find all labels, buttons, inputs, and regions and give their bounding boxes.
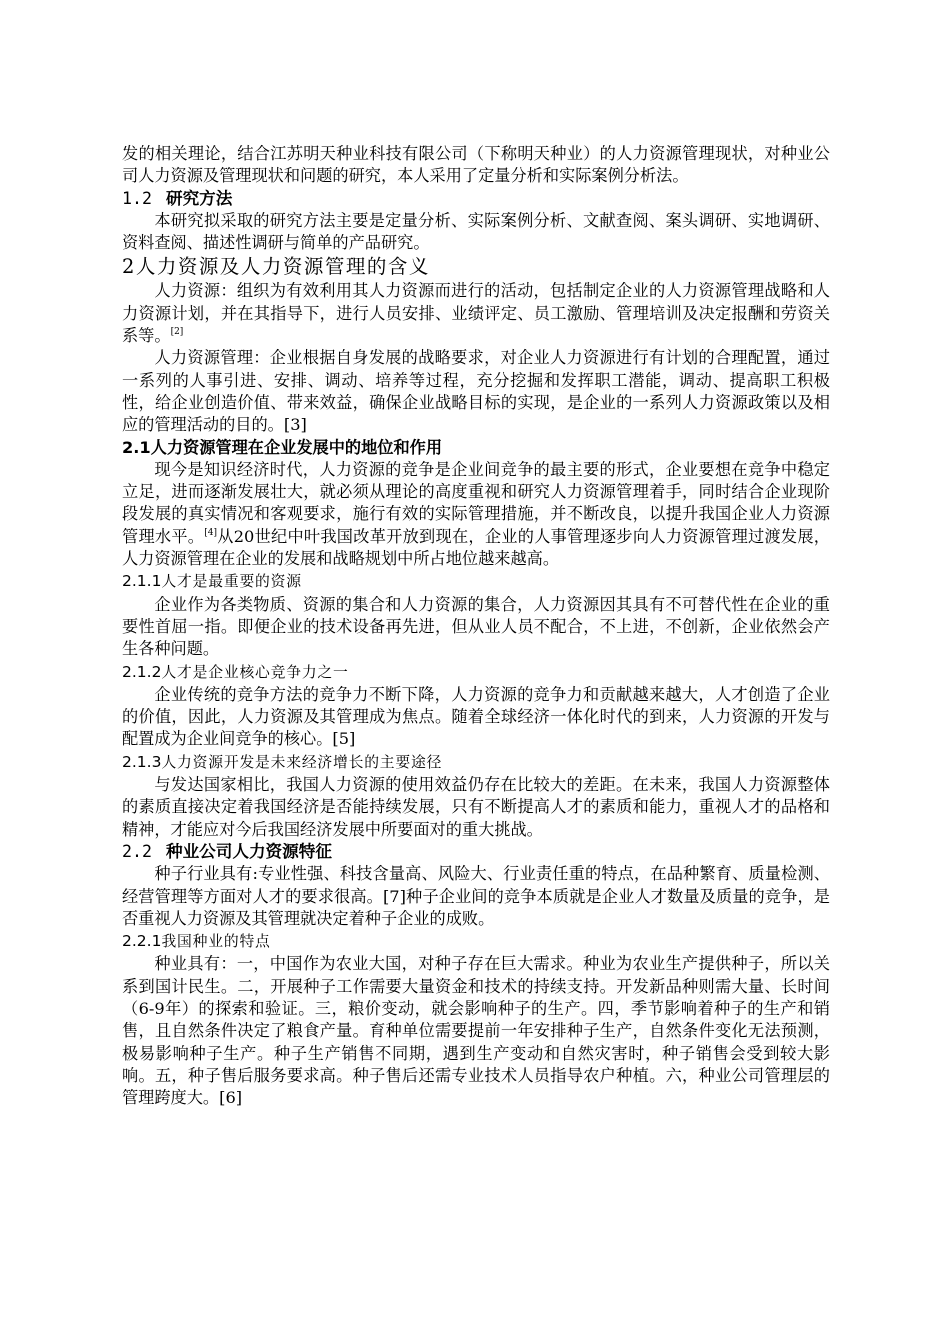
section-heading-2-2-1: 2.2.1我国种业的特点 (122, 932, 271, 951)
section-heading-2-2 (122, 841, 830, 863)
section-number: 2.2 (122, 841, 152, 861)
paragraph-research-methods: 本研究拟采取的研究方法主要是定量分析、实际案例分析、文献查阅、案头调研、实地调研、资料查阅、描述性调研与简单的产品研究。 (122, 210, 830, 253)
paragraph-talent-resource: 企业作为各类物质、资源的集合和人力资源的集合，人力资源因其具有不可替代性在企业的重要性首屈一指。即便企业的技术设备再先进，但从业人员不配合，不上进，不创新，企业依然会产生各种问题。 (122, 594, 830, 659)
paragraph-seed-industry-traits: 种子行业具有:专业性强、科技含量高、风险大、行业责任重的特点，在品种繁育、质量检测、经营管理等方面对人才的要求很高。[7]种子企业间的竞争本质就是企业人才数量及质量的竞争，是否重视人力资源及其管理就决定着种子企业的成败。 (122, 864, 830, 928)
section-heading-1-2 (122, 188, 830, 210)
section-title: 研究方法 (165, 188, 233, 208)
paragraph-hr-definition: 人力资源：组织为有效利用其人力资源而进行的活动，包括制定企业的人力资源管理战略和人力资源计划，并在其指导下，进行人员安排、业绩评定、员工激励、管理培训及决定报酬和劳资关系等。[2] (122, 281, 830, 346)
section-heading-2-1: 2.1人力资源管理在企业发展中的地位和作用 (122, 437, 443, 457)
paragraph-intro-continued: 发的相关理论，结合江苏明天种业科技有限公司（下称明天种业）的人力资源管理现状，对种业公司人力资源及管理现状和问题的研究，本人采用了定量分析和实际案例分析法。 (122, 144, 830, 186)
section-heading-2-1-1: 2.1.1人才是最重要的资源 (122, 572, 302, 591)
section-title: 种业公司人力资源特征 (165, 841, 332, 861)
chapter-heading-2: 2人力资源及人力资源管理的含义 (122, 255, 430, 279)
paragraph-economic-growth: 与发达国家相比，我国人力资源的使用效益仍存在比较大的差距。在未来，我国人力资源整体的素质直接决定着我国经济是否能持续发展，只有不断提高人才的素质和能力，重视人才的品格和精神，才能应对今后我国经济发展中所要面对的重大挑战。 (122, 775, 830, 839)
citation-ref: [2] (170, 327, 184, 338)
document-page (122, 143, 830, 1109)
section-heading-2-1-2: 2.1.2人才是企业核心竞争力之一 (122, 662, 349, 681)
paragraph-seed-industry-features: 种业具有：一，中国作为农业大国，对种子存在巨大需求。种业为农业生产提供种子，所以关系到国计民生。二，开展种子工作需要大量资金和技术的持续支持。开发新品种则需大量、长时间（6-9年）的探索和验证。三，粮价变动，就会影响种子的生产。四，季节影响着种子的生产和销售，且自然条件决定了粮食产量。育种单位需要提前一年安排种子生产，自然条件变化无法预测，极易影响种子生产。种子生产销售不同期，遇到生产变动和自然灾害时，种子销售会受到较大影响。五，种子售后服务要求高。种子售后还需专业技术人员指导农户种植。六，种业公司管理层的管理跨度大。[6] (122, 954, 830, 1108)
citation-ref: [4] (204, 527, 217, 538)
section-number: 1.2 (122, 188, 152, 208)
paragraph-knowledge-economy: 现今是知识经济时代，人力资源的竞争是企业间竞争的最主要的形式，企业要想在竞争中稳定立足，进而逐渐发展壮大，就必须从理论的高度重视和研究人力资源管理着手，同时结合企业现阶段发展的真实情况和客观要求，施行有效的实际管理措施，并不断改良，以提升我国企业人力资源管理水平。[4]从20世纪中叶我国改革开放到现在，企业的人事管理逐步向人力资源管理过渡发展，人力资源管理在企业的发展和战略规划中所占地位越来越高。 (122, 459, 830, 569)
paragraph-hrm-definition: 人力资源管理：企业根据自身发展的战略要求，对企业人力资源进行有计划的合理配置，通过一系列的人事引进、安排、调动、培养等过程，充分挖掘和发挥职工潜能，调动、提高职工积极性，给企业创造价值、带来效益，确保企业战略目标的实现，是企业的一系列人力资源政策以及相应的管理活动的目的。[3] (122, 348, 830, 435)
section-heading-2-1-3: 2.1.3人力资源开发是未来经济增长的主要途径 (122, 752, 443, 771)
paragraph-core-competitiveness: 企业传统的竞争方法的竞争力不断下降，人力资源的竞争力和贡献越来越大，人才创造了企业的价值，因此，人力资源及其管理成为焦点。随着全球经济一体化时代的到来，人力资源的开发与配置成为企业间竞争的核心。[5] (122, 684, 830, 749)
